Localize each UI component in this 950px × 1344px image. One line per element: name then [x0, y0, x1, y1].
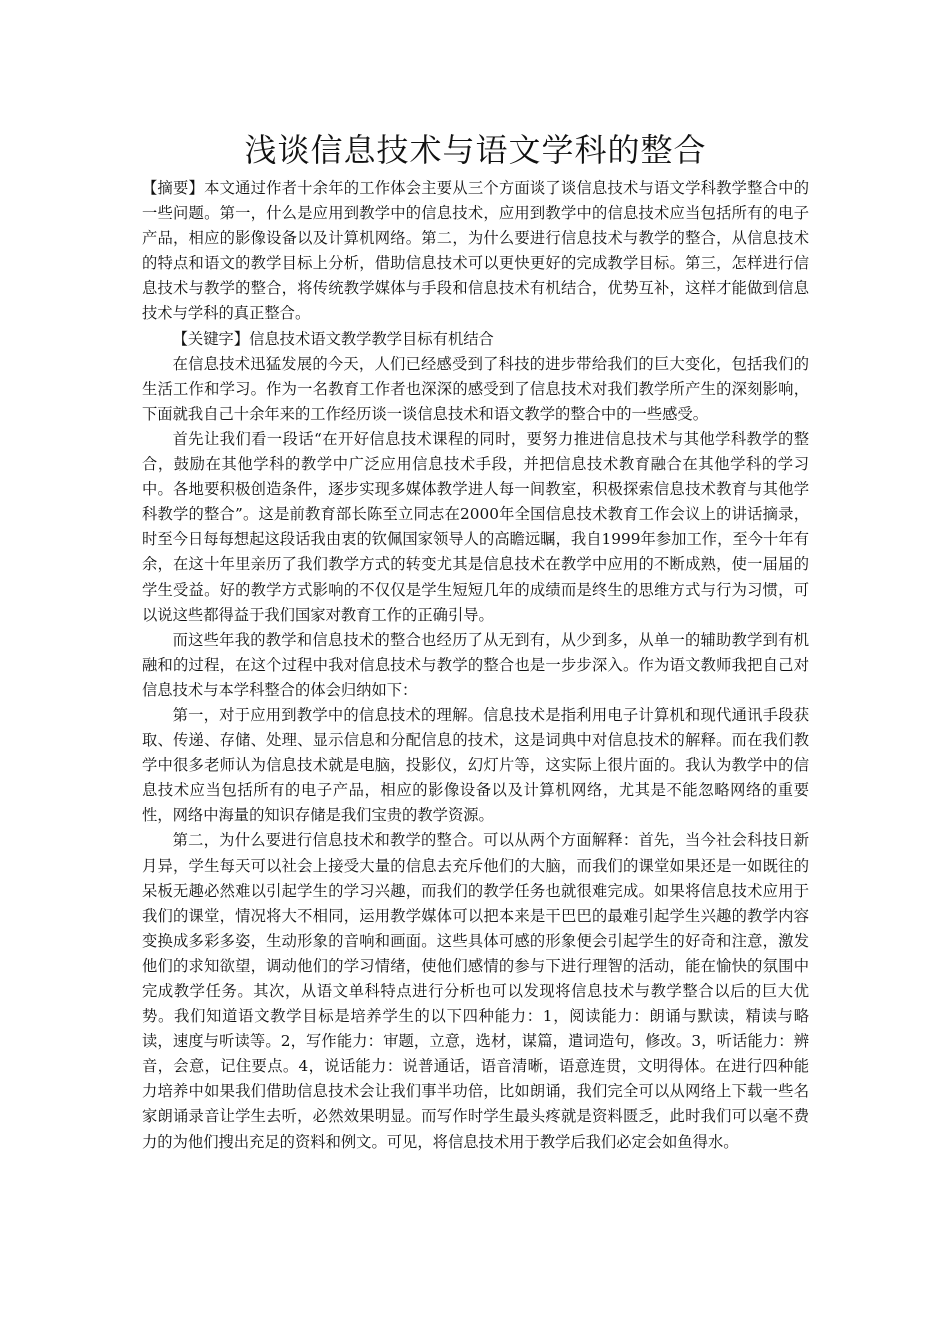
abstract-paragraph: 【摘要】本文通过作者十余年的工作体会主要从三个方面谈了谈信息技术与语文学科教学整合中的一些问题。第一，什么是应用到教学中的信息技术，应用到教学中的信息技术应当包括所有的电子产品，相应的影像设备以及计算机网络。第二，为什么要进行信息技术与教学的整合，从信息技术的特点和语文的教学目标上分析，借助信息技术可以更快更好的完成教学目标。第三，怎样进行信息技术与教学的整合，将传统教学媒体与手段和信息技术有机结合，优势互补，这样才能做到信息技术与学科的真正整合。	[142, 179, 809, 323]
body-paragraph-4: 第一，对于应用到教学中的信息技术的理解。信息技术是指利用电子计算机和现代通讯手段获取、传递、存储、处理、显示信息和分配信息的技术，这是词典中对信息技术的解释。而在我们教学中很多老师认为信息技术就是电脑，投影仪，幻灯片等，这实际上很片面的。我认为教学中的信息技术应当包括所有的电子产品，相应的影像设备以及计算机网络，尤其是不能忽略网络的重要性，网络中海量的知识存储是我们宝贵的教学资源。	[142, 705, 809, 825]
body-paragraph-5: 第二，为什么要进行信息技术和教学的整合。可以从两个方面解释：首先，当今社会科技日新月异，学生每天可以社会上接受大量的信息去充斥他们的大脑，而我们的课堂如果还是一如既往的呆板无趣必然难以引起学生的学习兴趣，而我们的教学任务也就很难完成。如果将信息技术应用于我们的课堂，情况将大不相同，运用教学媒体可以把本来是干巴巴的最难引起学生兴趣的教学内容变换成多彩多姿，生动形象的音响和画面。这些具体可感的形象便会引起学生的好奇和注意，激发他们的求知欲望，调动他们的学习情绪，使他们感情的参与下进行理智的活动，能在愉快的氛围中完成教学任务。其次，从语文单科特点进行分析也可以发现将信息技术与教学整合以后的巨大优势。我们知道语文教学目标是培养学生的以下四种能力：1，阅读能力：朗诵与默读，精读与略读，速度与听读等。2，写作能力：审题，立意，选材，谋篇，遣词造句，修改。3，听话能力：辨音，会意，记住要点。4，说话能力：说普通话，语音清晰，语意连贯，文明得体。在进行四种能力培养中如果我们借助信息技术会让我们事半功倍，比如朗诵，我们完全可以从网络上下载一些名家朗诵录音让学生去听，必然效果明显。而写作时学生最头疼就是资料匮乏，此时我们可以毫不费力的为他们搜出充足的资料和例文。可见，将信息技术用于教学后我们必定会如鱼得水。	[142, 831, 809, 1151]
keywords-paragraph: 【关键字】信息技术语文教学教学目标有机结合	[172, 329, 494, 348]
body-paragraph-2: 首先让我们看一段话“在开好信息技术课程的同时，要努力推进信息技术与其他学科教学的整合，鼓励在其他学科的教学中广泛应用信息技术手段，并把信息技术教育融合在其他学科的学习中。各地要积极创造条件，逐步实现多媒体教学进人每一间教室，积极探索信息技术教育与其他学科教学的整合”。这是前教育部长陈至立同志在2000年全国信息技术教育工作会议上的讲话摘录，时至今日每每想起这段话我由衷的钦佩国家领导人的高瞻远瞩，我自1999年参加工作，至今十年有余，在这十年里亲历了我们教学方式的转变尤其是信息技术在教学中应用的不断成熟，使一届届的学生受益。好的教学方式影响的不仅仅是学生短短几年的成绩而是终生的思维方式与行为习惯，可以说这些都得益于我们国家对教育工作的正确引导。	[142, 429, 809, 624]
body-paragraph-3: 而这些年我的教学和信息技术的整合也经历了从无到有，从少到多，从单一的辅助教学到有机融和的过程，在这个过程中我对信息技术与教学的整合也是一步步深入。作为语文教师我把自己对信息技术与本学科整合的体会归纳如下：	[142, 630, 809, 699]
document-body	[142, 126, 809, 1155]
body-paragraph-1: 在信息技术迅猛发展的今天，人们已经感受到了科技的进步带给我们的巨大变化，包括我们的生活工作和学习。作为一名教育工作者也深深的感受到了信息技术对我们教学所产生的深刻影响，下面就我自己十余年来的工作经历谈一谈信息技术和语文教学的整合中的一些感受。	[142, 354, 809, 423]
document-title: 浅谈信息技术与语文学科的整合	[244, 131, 707, 169]
